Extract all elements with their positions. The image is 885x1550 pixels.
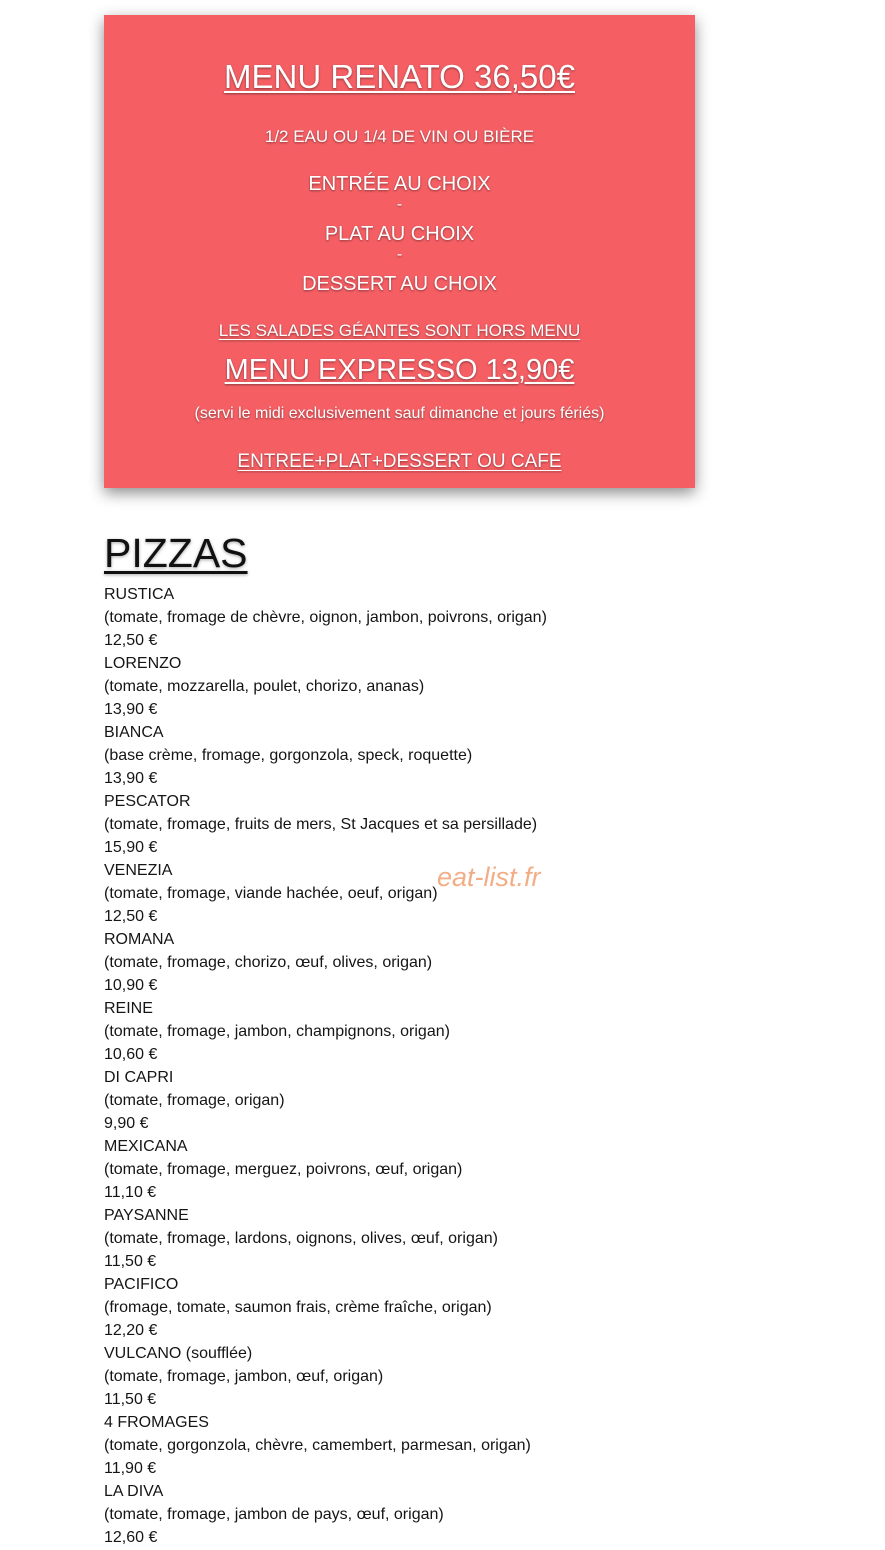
menu-salads-note: LES SALADES GÉANTES SONT HORS MENU (218, 321, 581, 340)
pizza-ingredients: (tomate, fromage, chorizo, œuf, olives, origan) (104, 954, 433, 971)
pizza-ingredients: (tomate, fromage, origan) (104, 1092, 285, 1109)
pizza-ingredients: (tomate, fromage, viande hachée, oeuf, origan) (104, 885, 438, 902)
pizza-name: REINE (104, 1000, 153, 1017)
menu-expresso-conditions: (servi le midi exclusivement sauf dimanche et jours fériés) (194, 405, 605, 422)
pizza-item (104, 721, 744, 790)
pizza-item (104, 1204, 744, 1273)
menu-expresso-content: ENTREE+PLAT+DESSERT OU CAFE (237, 451, 562, 472)
pizza-name: BIANCA (104, 724, 164, 741)
pizza-name: 4 FROMAGES (104, 1414, 209, 1431)
pizza-price: 12,20 € (104, 1322, 158, 1339)
pizza-price: 13,90 € (104, 770, 158, 787)
menu-dessert-choice: DESSERT AU CHOIX (302, 273, 497, 295)
menu-separator-dash: - (396, 196, 403, 213)
pizza-item (104, 1066, 744, 1135)
pizzas-heading: PIZZAS (104, 530, 248, 576)
pizza-ingredients: (tomate, gorgonzola, chèvre, camembert, parmesan, origan) (104, 1437, 531, 1454)
pizza-list (104, 583, 744, 1549)
menu-renato-title: MENU RENATO 36,50€ (224, 58, 575, 95)
pizza-price: 12,60 € (104, 1529, 158, 1546)
pizza-price: 12,50 € (104, 632, 158, 649)
pizza-item (104, 997, 744, 1066)
pizza-ingredients: (tomate, fromage de chèvre, oignon, jambon, poivrons, origan) (104, 609, 547, 626)
pizza-ingredients: (tomate, fromage, jambon, champignons, origan) (104, 1023, 450, 1040)
menu-drink-option: 1/2 EAU OU 1/4 DE VIN OU BIÈRE (264, 127, 535, 146)
pizza-name: VULCANO (soufflée) (104, 1345, 253, 1362)
pizza-item (104, 790, 744, 859)
pizza-name: LORENZO (104, 655, 182, 672)
pizza-price: 11,50 € (104, 1253, 157, 1270)
pizza-ingredients: (tomate, fromage, merguez, poivrons, œuf, origan) (104, 1161, 463, 1178)
pizza-price: 13,90 € (104, 701, 158, 718)
pizza-item (104, 859, 744, 928)
menu-expresso-title: MENU EXPRESSO 13,90€ (224, 354, 575, 386)
pizza-name: PESCATOR (104, 793, 191, 810)
pizza-price: 11,90 € (104, 1460, 157, 1477)
pizza-price: 9,90 € (104, 1115, 149, 1132)
pizza-item (104, 1411, 744, 1480)
pizza-item (104, 1480, 744, 1549)
menu-separator-dash: - (396, 246, 403, 263)
pizza-ingredients: (fromage, tomate, saumon frais, crème fraîche, origan) (104, 1299, 492, 1316)
pizza-name: PAYSANNE (104, 1207, 189, 1224)
pizza-item (104, 652, 744, 721)
pizza-item (104, 1135, 744, 1204)
pizza-ingredients: (tomate, fromage, jambon de pays, œuf, origan) (104, 1506, 444, 1523)
pizza-item (104, 1273, 744, 1342)
pizza-ingredients: (tomate, mozzarella, poulet, chorizo, ananas) (104, 678, 425, 695)
pizza-item (104, 583, 744, 652)
pizza-ingredients: (tomate, fromage, fruits de mers, St Jacques et sa persillade) (104, 816, 538, 833)
pizza-price: 10,90 € (104, 977, 158, 994)
pizza-ingredients: (tomate, fromage, lardons, oignons, olives, œuf, origan) (104, 1230, 498, 1247)
pizza-item (104, 928, 744, 997)
pizza-ingredients: (tomate, fromage, jambon, œuf, origan) (104, 1368, 384, 1385)
pizza-price: 12,50 € (104, 908, 158, 925)
pizza-name: ROMANA (104, 931, 175, 948)
pizza-name: DI CAPRI (104, 1069, 174, 1086)
watermark-logo: eat-list.fr (437, 862, 541, 892)
pizza-price: 11,50 € (104, 1391, 157, 1408)
menu-starter-choice: ENTRÉE AU CHOIX (308, 173, 491, 195)
pizza-price: 11,10 € (104, 1184, 157, 1201)
pizza-name: MEXICANA (104, 1138, 188, 1155)
pizza-name: RUSTICA (104, 586, 175, 603)
menu-formula-box (104, 15, 695, 488)
pizza-name: PACIFICO (104, 1276, 179, 1293)
pizza-name: VENEZIA (104, 862, 173, 879)
pizza-ingredients: (base crème, fromage, gorgonzola, speck, roquette) (104, 747, 473, 764)
pizza-price: 10,60 € (104, 1046, 158, 1063)
pizza-name: LA DIVA (104, 1483, 164, 1500)
pizza-item (104, 1342, 744, 1411)
menu-main-choice: PLAT AU CHOIX (324, 223, 475, 245)
pizza-price: 15,90 € (104, 839, 158, 856)
